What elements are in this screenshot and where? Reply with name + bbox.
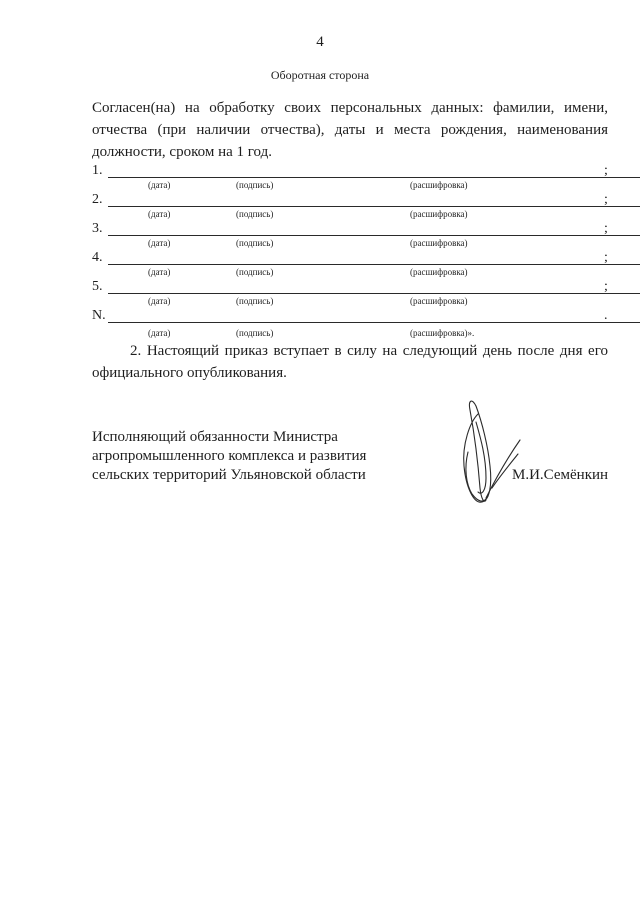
caption-date: (дата) bbox=[148, 238, 171, 248]
signature-row-4 bbox=[92, 250, 612, 278]
clause-2-text: 2. Настоящий приказ вступает в силу на следующий день после дня его официального опубликования. bbox=[92, 343, 608, 381]
row-number: N. bbox=[92, 308, 106, 323]
row-number: 2. bbox=[92, 192, 103, 207]
caption-date: (дата) bbox=[148, 328, 171, 338]
caption-decoding: (расшифровка) bbox=[410, 238, 468, 248]
caption-date: (дата) bbox=[148, 267, 171, 277]
fill-line bbox=[108, 206, 640, 207]
row-ending: ; bbox=[604, 279, 608, 294]
caption-decoding: (расшифровка) bbox=[410, 180, 468, 190]
fill-line bbox=[108, 235, 640, 236]
row-number: 3. bbox=[92, 221, 103, 236]
fill-line bbox=[108, 293, 640, 294]
caption-decoding: (расшифровка) bbox=[410, 209, 468, 219]
fill-line bbox=[108, 177, 640, 178]
caption-signature: (подпись) bbox=[236, 209, 274, 219]
row-ending: ; bbox=[604, 163, 608, 178]
consent-text: Согласен(на) на обработку своих персональных данных: фамилии, имени, отчества (при наличии отчества), даты и места рождения, наименования должности, сроком на 1 год. bbox=[92, 100, 608, 160]
row-ending: ; bbox=[604, 250, 608, 265]
row-number: 5. bbox=[92, 279, 103, 294]
signature-row-n bbox=[92, 308, 612, 336]
signatory-title-line-1: Исполняющий обязанности Министра bbox=[92, 429, 338, 445]
row-ending: . bbox=[604, 308, 608, 323]
signature-row-2 bbox=[92, 192, 612, 220]
caption-signature: (подпись) bbox=[236, 238, 274, 248]
caption-decoding-last: (расшифровка)». bbox=[410, 328, 475, 338]
caption-date: (дата) bbox=[148, 296, 171, 306]
caption-decoding: (расшифровка) bbox=[410, 296, 468, 306]
signature-row-3 bbox=[92, 221, 612, 249]
caption-date: (дата) bbox=[148, 180, 171, 190]
caption-signature: (подпись) bbox=[236, 180, 274, 190]
row-number: 4. bbox=[92, 250, 103, 265]
caption-signature: (подпись) bbox=[236, 328, 274, 338]
row-number: 1. bbox=[92, 163, 103, 178]
signatory-name: М.И.Семёнкин bbox=[512, 467, 609, 483]
reverse-side-title: Оборотная сторона bbox=[270, 68, 370, 82]
row-ending: ; bbox=[604, 192, 608, 207]
caption-signature: (подпись) bbox=[236, 296, 274, 306]
signature-row-5 bbox=[92, 279, 612, 307]
signatory-title bbox=[92, 428, 366, 485]
page-number: 4 bbox=[316, 34, 324, 50]
fill-line bbox=[108, 264, 640, 265]
caption-signature: (подпись) bbox=[236, 267, 274, 277]
row-ending: ; bbox=[604, 221, 608, 236]
caption-decoding: (расшифровка) bbox=[410, 267, 468, 277]
fill-line bbox=[108, 322, 640, 323]
handwritten-signature bbox=[440, 392, 540, 522]
signatory-title-line-2: агропромышленного комплекса и развития bbox=[92, 448, 367, 464]
signatory-title-line-3: сельских территорий Ульяновской области bbox=[92, 467, 366, 483]
signature-row-1 bbox=[92, 163, 612, 191]
caption-date: (дата) bbox=[148, 209, 171, 219]
